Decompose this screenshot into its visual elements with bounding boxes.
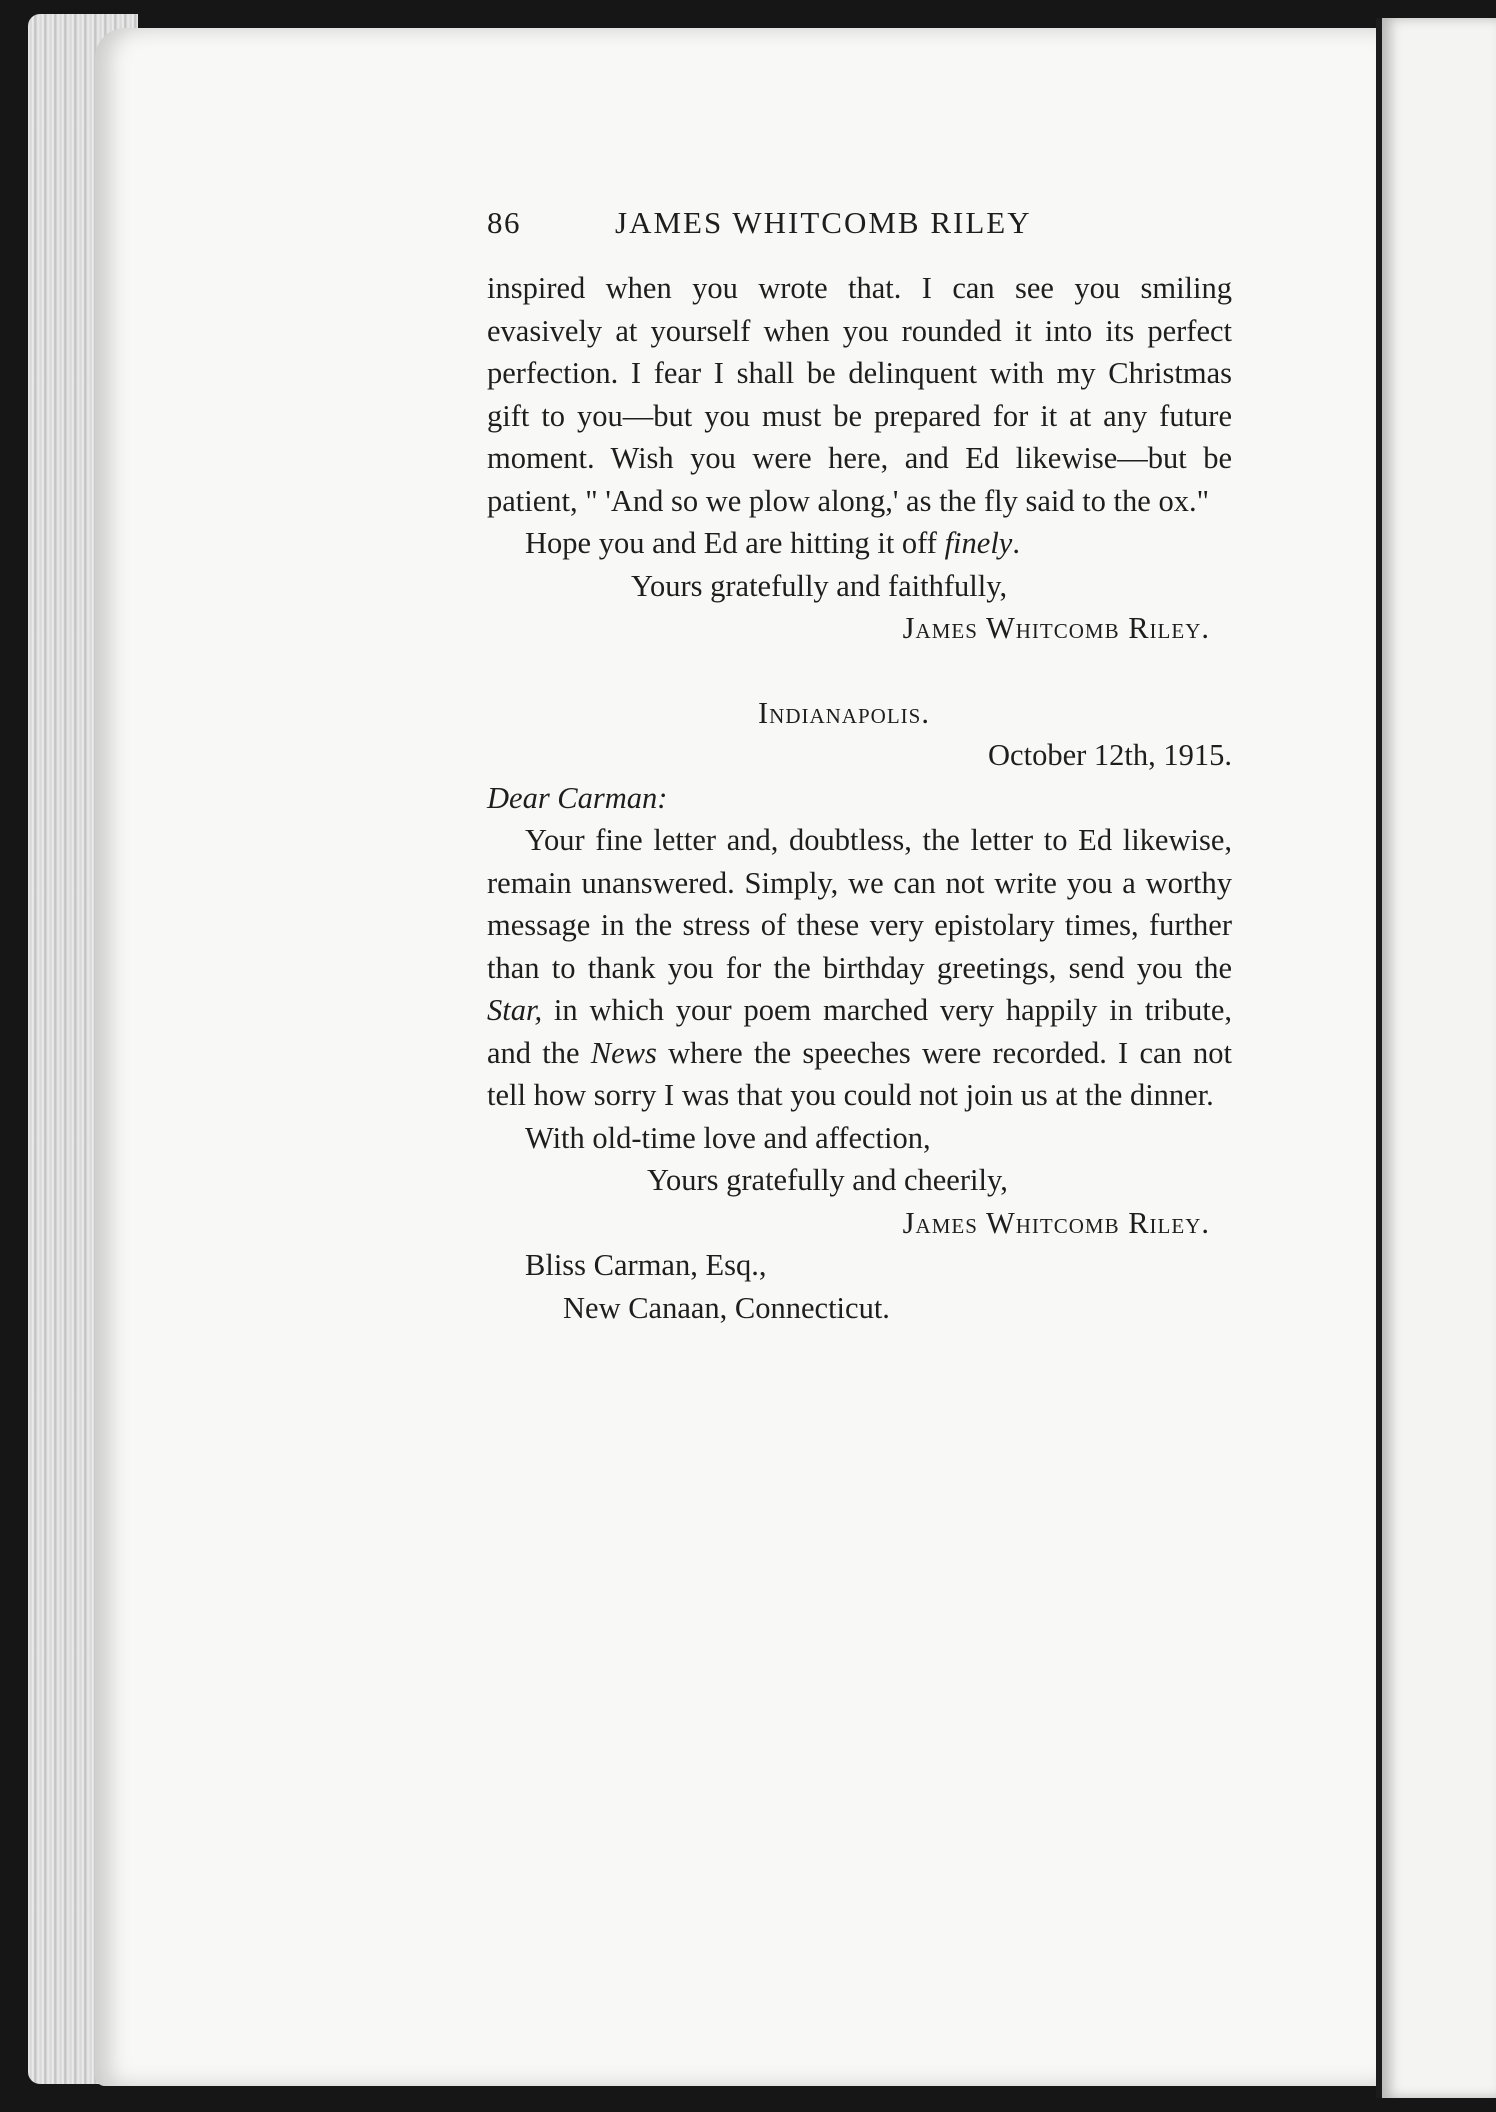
page-number: 86 (487, 205, 521, 240)
letter2-salutation: Dear Carman: (487, 780, 668, 815)
postscript-text: Hope you and Ed are hitting it off (525, 526, 945, 560)
letter1-postscript (487, 522, 1232, 565)
letter2-body-part3: where the speeches were recorded. I can not tell how sorry I was that you could not join us at the dinner. (487, 1035, 1232, 1112)
letter2-italic-news: News (590, 1035, 657, 1070)
letter2-address-line2: New Canaan, Connecticut. (563, 1290, 890, 1325)
letter2-place: Indianapolis. (758, 695, 930, 730)
letter2-body (487, 819, 1232, 1117)
letter2-italic-star: Star, (487, 993, 543, 1027)
letter1-signature: James Whitcomb Riley. (902, 611, 1210, 645)
letter2-closing-line2: Yours gratefully and cheerily, (647, 1163, 1008, 1197)
letter1-body: inspired when you wrote that. I can see you smiling evasively at yourself when you rounded it into its perfect perfection. I fear I shall be delinquent with my Christmas gift to you—but you must be prepared for it at any future moment. Wish you were here, and Ed likewise—but be patient, " 'And so we plow along,' as the fly said to the ox." (487, 271, 1232, 518)
letter2-address-line1: Bliss Carman, Esq., (525, 1248, 767, 1282)
letter2-closing-line1: With old-time love and affection, (525, 1120, 931, 1155)
running-head (487, 205, 1247, 249)
running-head-title: JAMES WHITCOMB RILEY (615, 205, 1032, 240)
letter1-closing: Yours gratefully and faithfully, (631, 568, 1008, 603)
facing-page (1382, 18, 1496, 2098)
postscript-end: . (1012, 526, 1020, 560)
letter2-signature: James Whitcomb Riley. (902, 1205, 1210, 1240)
text-block (487, 267, 1232, 1329)
postscript-italic: finely (944, 526, 1013, 560)
letter2-body-part2: in which your poem marched very happily in tribute, and the (487, 993, 1232, 1070)
letter2-date: October 12th, 1915. (988, 738, 1232, 772)
letter2-body-part1: Your fine letter and, doubtless, the letter to Ed likewise, remain unanswered. Simply, we can not write you a worthy message in the stress of these very epistolary times, further than to thank you for the birthday greetings, send you the (487, 823, 1232, 985)
